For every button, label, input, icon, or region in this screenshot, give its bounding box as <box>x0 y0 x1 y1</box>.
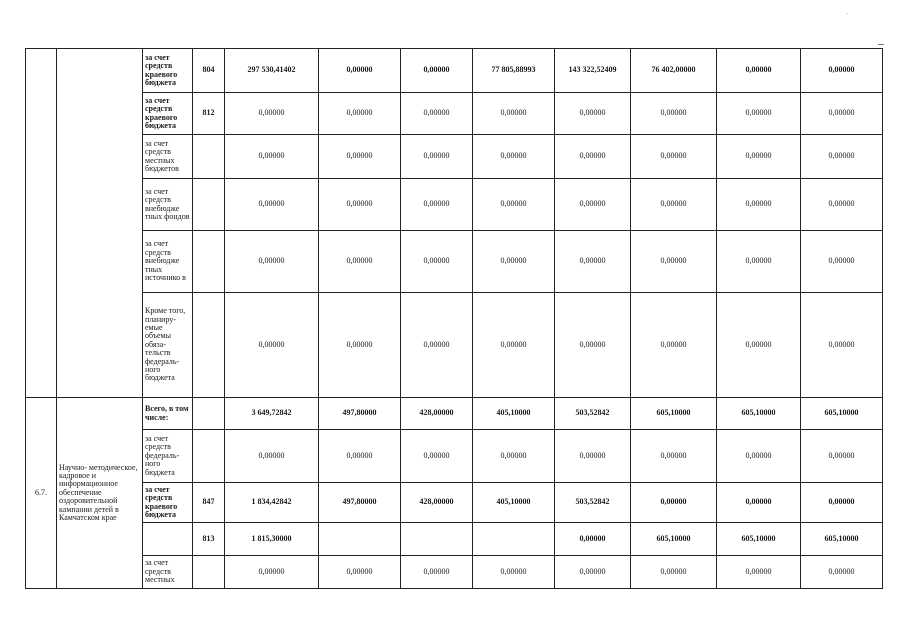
amount-cell: 0,00000 <box>631 293 717 398</box>
funding-source <box>143 523 193 556</box>
amount-cell: 0,00000 <box>631 179 717 231</box>
amount-cell: 143 322,52409 <box>555 49 631 93</box>
amount-cell: 0,00000 <box>319 135 401 179</box>
amount-cell: 0,00000 <box>401 556 473 589</box>
budget-code: 804 <box>193 49 225 93</box>
amount-cell: 0,00000 <box>717 93 801 135</box>
amount-cell: 503,52842 <box>555 398 631 430</box>
table-row <box>26 430 883 483</box>
budget-code <box>193 231 225 293</box>
table-row <box>26 49 883 93</box>
amount-cell: 0,00000 <box>717 293 801 398</box>
funding-source: Кроме того, планиру- емые объемы обяза- тельств федераль- ного бюджета <box>143 293 193 398</box>
funding-source: за счет средств краевого бюджета <box>143 93 193 135</box>
amount-cell: 0,00000 <box>225 430 319 483</box>
amount-cell: 0,00000 <box>225 231 319 293</box>
amount-cell: 0,00000 <box>631 430 717 483</box>
amount-cell: 0,00000 <box>473 231 555 293</box>
amount-cell: 0,00000 <box>801 231 883 293</box>
amount-cell: 0,00000 <box>555 231 631 293</box>
amount-cell: 0,00000 <box>555 556 631 589</box>
amount-cell: 0,00000 <box>225 179 319 231</box>
amount-cell: 0,00000 <box>717 483 801 523</box>
funding-source: за счет средств внебюдже тных фондов <box>143 179 193 231</box>
funding-source: за счет средств местных <box>143 556 193 589</box>
amount-cell: 0,00000 <box>555 93 631 135</box>
amount-cell: 0,00000 <box>631 483 717 523</box>
index-cell-empty <box>26 49 57 398</box>
section-name: Научно- методическое, кадровое и информационное обеспечение оздоровительной кампании детей в Камчатском крае <box>57 398 143 589</box>
amount-cell: 0,00000 <box>401 231 473 293</box>
amount-cell: 0,00000 <box>319 293 401 398</box>
amount-cell: 76 402,00000 <box>631 49 717 93</box>
budget-code <box>193 179 225 231</box>
edge-mark <box>878 44 884 45</box>
amount-cell: 0,00000 <box>473 93 555 135</box>
amount-cell: 0,00000 <box>225 556 319 589</box>
table-row <box>26 179 883 231</box>
amount-cell: 0,00000 <box>555 179 631 231</box>
amount-cell: 0,00000 <box>717 556 801 589</box>
amount-cell: 0,00000 <box>319 430 401 483</box>
amount-cell: 605,10000 <box>717 523 801 556</box>
amount-cell <box>319 523 401 556</box>
budget-code: 847 <box>193 483 225 523</box>
budget-code: 813 <box>193 523 225 556</box>
amount-cell: 605,10000 <box>801 398 883 430</box>
amount-cell <box>473 523 555 556</box>
amount-cell: 0,00000 <box>473 135 555 179</box>
funding-source: за счет средств внебюдже тных источнико в <box>143 231 193 293</box>
amount-cell: 0,00000 <box>225 93 319 135</box>
amount-cell: 1 815,30000 <box>225 523 319 556</box>
amount-cell: 77 805,88993 <box>473 49 555 93</box>
amount-cell: 0,00000 <box>555 293 631 398</box>
amount-cell: 0,00000 <box>801 430 883 483</box>
name-cell-empty <box>57 49 143 398</box>
table-row <box>26 293 883 398</box>
funding-source: за счет средств местных бюджетов <box>143 135 193 179</box>
amount-cell <box>401 523 473 556</box>
amount-cell: 503,52842 <box>555 483 631 523</box>
funding-source: за счет средств краевого бюджета <box>143 49 193 93</box>
amount-cell: 0,00000 <box>401 49 473 93</box>
amount-cell: 0,00000 <box>225 293 319 398</box>
table-row <box>26 483 883 523</box>
amount-cell: 0,00000 <box>473 293 555 398</box>
amount-cell: 497,80000 <box>319 398 401 430</box>
amount-cell: 605,10000 <box>717 398 801 430</box>
amount-cell: 0,00000 <box>319 49 401 93</box>
amount-cell: 297 530,41402 <box>225 49 319 93</box>
amount-cell: 0,00000 <box>555 523 631 556</box>
amount-cell: 405,10000 <box>473 398 555 430</box>
corner-mark: · <box>846 10 849 18</box>
budget-code <box>193 135 225 179</box>
budget-code: 812 <box>193 93 225 135</box>
amount-cell: 0,00000 <box>555 135 631 179</box>
amount-cell: 0,00000 <box>473 430 555 483</box>
amount-cell: 0,00000 <box>717 135 801 179</box>
amount-cell: 0,00000 <box>717 231 801 293</box>
budget-code <box>193 293 225 398</box>
amount-cell: 428,00000 <box>401 483 473 523</box>
budget-code <box>193 398 225 430</box>
amount-cell: 0,00000 <box>319 231 401 293</box>
amount-cell: 0,00000 <box>631 135 717 179</box>
table-row <box>26 556 883 589</box>
amount-cell: 0,00000 <box>717 430 801 483</box>
amount-cell: 0,00000 <box>717 179 801 231</box>
amount-cell: 0,00000 <box>401 93 473 135</box>
amount-cell: 0,00000 <box>631 231 717 293</box>
amount-cell: 0,00000 <box>319 179 401 231</box>
table-row <box>26 93 883 135</box>
amount-cell: 605,10000 <box>801 523 883 556</box>
amount-cell: 0,00000 <box>401 135 473 179</box>
budget-code <box>193 556 225 589</box>
amount-cell: 1 834,42842 <box>225 483 319 523</box>
amount-cell: 0,00000 <box>319 93 401 135</box>
table-row <box>26 231 883 293</box>
section-index: 6.7. <box>26 398 57 589</box>
amount-cell: 0,00000 <box>801 49 883 93</box>
amount-cell: 605,10000 <box>631 398 717 430</box>
amount-cell: 605,10000 <box>631 523 717 556</box>
amount-cell: 0,00000 <box>401 293 473 398</box>
amount-cell: 0,00000 <box>801 179 883 231</box>
amount-cell: 0,00000 <box>401 430 473 483</box>
amount-cell: 0,00000 <box>801 483 883 523</box>
funding-source: за счет средств краевого бюджета <box>143 483 193 523</box>
amount-cell: 0,00000 <box>319 556 401 589</box>
amount-cell: 0,00000 <box>801 93 883 135</box>
amount-cell: 0,00000 <box>717 49 801 93</box>
table-row <box>26 398 883 430</box>
amount-cell: 0,00000 <box>801 293 883 398</box>
amount-cell: 497,80000 <box>319 483 401 523</box>
amount-cell: 0,00000 <box>473 179 555 231</box>
amount-cell: 428,00000 <box>401 398 473 430</box>
amount-cell: 405,10000 <box>473 483 555 523</box>
amount-cell: 0,00000 <box>631 556 717 589</box>
amount-cell: 0,00000 <box>473 556 555 589</box>
amount-cell: 0,00000 <box>225 135 319 179</box>
amount-cell: 0,00000 <box>401 179 473 231</box>
amount-cell: 0,00000 <box>631 93 717 135</box>
amount-cell: 0,00000 <box>555 430 631 483</box>
table-row <box>26 523 883 556</box>
budget-code <box>193 430 225 483</box>
amount-cell: 3 649,72842 <box>225 398 319 430</box>
funding-source: Всего, в том числе: <box>143 398 193 430</box>
table-row <box>26 135 883 179</box>
amount-cell: 0,00000 <box>801 556 883 589</box>
funding-source: за счет средств федераль- ного бюджета <box>143 430 193 483</box>
budget-table <box>25 48 883 589</box>
amount-cell: 0,00000 <box>801 135 883 179</box>
table-body <box>26 49 883 589</box>
